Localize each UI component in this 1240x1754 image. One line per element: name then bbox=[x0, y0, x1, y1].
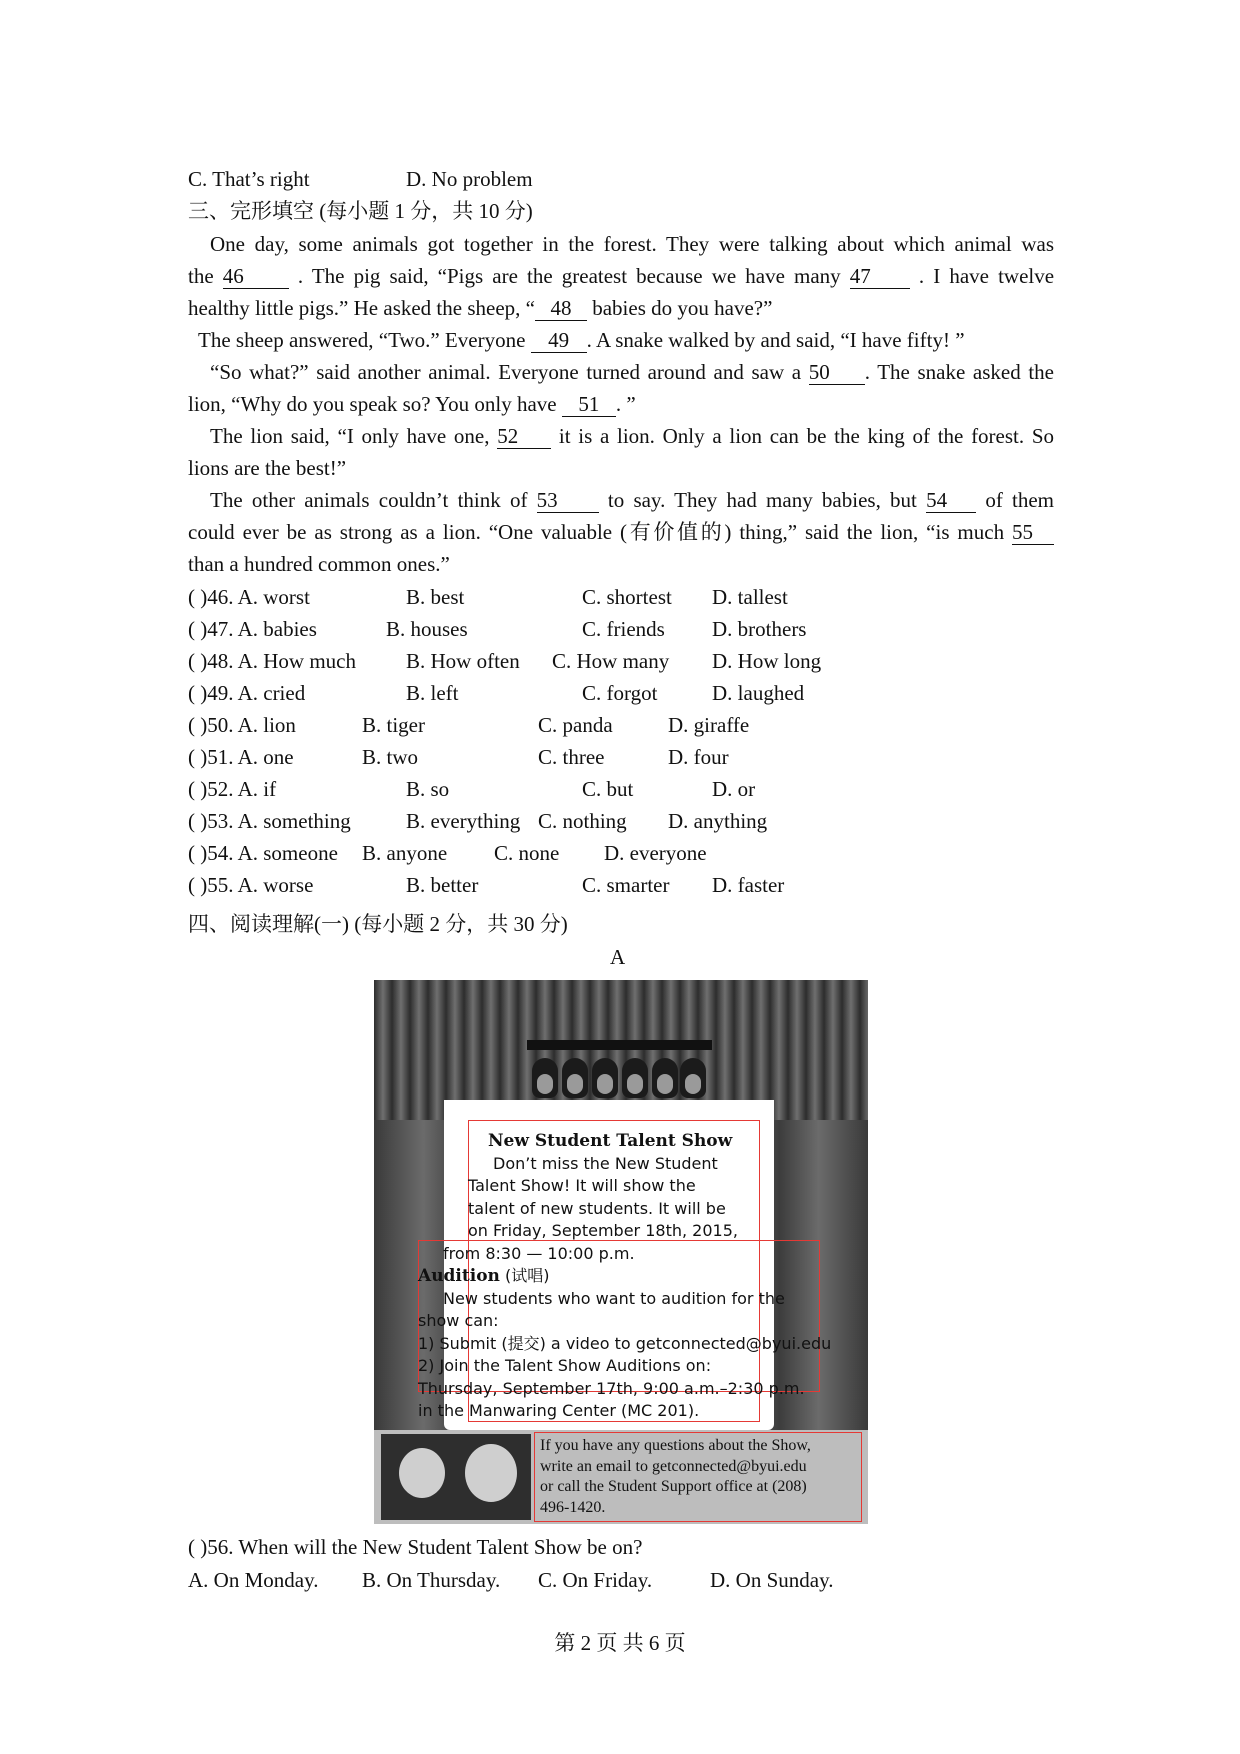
question-53-option-a[interactable]: ( )53. A. something bbox=[188, 809, 351, 833]
poster-body-line: Talent Show! It will show the bbox=[468, 1176, 696, 1195]
q56-option-b[interactable]: B. On Thursday. bbox=[362, 1568, 501, 1592]
passage-text: . The snake asked the bbox=[864, 360, 1054, 384]
passage-text: healthy little pigs.” He asked the sheep, “ bbox=[188, 296, 535, 320]
question-47-option-b[interactable]: B. houses bbox=[386, 617, 468, 641]
blank-51[interactable]: 51 bbox=[562, 392, 616, 417]
question-50-option-b[interactable]: B. tiger bbox=[362, 713, 425, 737]
talent-show-poster bbox=[374, 980, 868, 1524]
poster-body-line: talent of new students. It will be bbox=[468, 1198, 726, 1218]
page-number: 第 2 页 共 6 页 bbox=[554, 1631, 686, 1655]
poster-notice bbox=[418, 1130, 848, 1423]
spotlight-icon bbox=[652, 1058, 678, 1098]
question-46-option-a[interactable]: ( )46. A. worst bbox=[188, 585, 310, 609]
passage-text: babies do you have?” bbox=[586, 296, 773, 320]
muppet-characters-image bbox=[381, 1434, 531, 1520]
blank-47[interactable]: 47 bbox=[850, 264, 910, 289]
poster-contact bbox=[540, 1436, 858, 1518]
question-54-option-c[interactable]: C. none bbox=[494, 841, 560, 865]
passage-text: . ” bbox=[615, 392, 636, 416]
passage-text: lion, “Why do you speak so? You only have bbox=[188, 392, 557, 416]
poster-footer bbox=[374, 1430, 868, 1524]
audition-line: 2) Join the Talent Show Auditions on: bbox=[418, 1356, 712, 1375]
q56-option-a[interactable]: A. On Monday. bbox=[188, 1568, 319, 1592]
contact-line: or call the Student Support office at (208) bbox=[540, 1478, 807, 1495]
audition-heading bbox=[418, 1265, 848, 1288]
question-47-option-c[interactable]: C. friends bbox=[582, 617, 665, 641]
audition-line: New students who want to audition for the bbox=[443, 1288, 785, 1308]
passage-text: . The pig said, “Pigs are the greatest because we have many bbox=[297, 264, 841, 288]
question-46-option-b[interactable]: B. best bbox=[406, 585, 465, 609]
passage-line-5 bbox=[210, 357, 1054, 387]
blank-49[interactable]: 49 bbox=[531, 328, 587, 353]
question-47-option-a[interactable]: ( )47. A. babies bbox=[188, 617, 317, 641]
blank-52[interactable]: 52 bbox=[497, 424, 551, 449]
passage-text: to say. They had many babies, but bbox=[607, 488, 917, 512]
passage-text: The lion said, “I only have one, bbox=[210, 424, 490, 448]
spotlight-icon bbox=[592, 1058, 618, 1098]
passage-text: of them bbox=[985, 488, 1055, 512]
question-48-option-a[interactable]: ( )48. A. How much bbox=[188, 649, 356, 673]
light-rig-icon bbox=[527, 1040, 712, 1050]
poster-heading: New Student Talent Show bbox=[488, 1131, 733, 1151]
question-55-option-b[interactable]: B. better bbox=[406, 873, 479, 897]
question-52-option-c[interactable]: C. but bbox=[582, 777, 634, 801]
question-49-option-a[interactable]: ( )49. A. cried bbox=[188, 681, 306, 705]
passage-line-6 bbox=[188, 389, 1054, 419]
question-55-option-a[interactable]: ( )55. A. worse bbox=[188, 873, 314, 897]
question-46-option-c[interactable]: C. shortest bbox=[582, 585, 672, 609]
passage-line-3 bbox=[188, 293, 1054, 323]
question-55-option-d[interactable]: D. faster bbox=[712, 873, 785, 897]
audition-note: (试唱) bbox=[505, 1266, 550, 1285]
question-54-option-a[interactable]: ( )54. A. someone bbox=[188, 841, 338, 865]
question-50-option-d[interactable]: D. giraffe bbox=[668, 713, 750, 737]
passage-text: The other animals couldn’t think of bbox=[210, 488, 528, 512]
question-51-option-c[interactable]: C. three bbox=[538, 745, 605, 769]
question-54-option-d[interactable]: D. everyone bbox=[604, 841, 707, 865]
passage-line-4 bbox=[198, 325, 1064, 355]
passage-line-7 bbox=[210, 421, 1054, 451]
passage-text: the bbox=[188, 264, 214, 288]
passage-text: it is a lion. Only a lion can be the king of the forest. So bbox=[551, 424, 1055, 448]
question-52-option-a[interactable]: ( )52. A. if bbox=[188, 777, 277, 801]
question-53-option-c[interactable]: C. nothing bbox=[538, 809, 627, 833]
blank-46[interactable]: 46 bbox=[223, 264, 289, 289]
poster-body-line: from 8:30 — 10:00 p.m. bbox=[443, 1243, 635, 1263]
question-49-option-c[interactable]: C. forgot bbox=[582, 681, 658, 705]
passage-text: . I have twelve bbox=[918, 264, 1055, 288]
poster-body-line: on Friday, September 18th, 2015, bbox=[468, 1221, 738, 1240]
section-4-title: 四、阅读理解(一) (每小题 2 分，共 30 分) bbox=[188, 912, 568, 936]
question-53-option-d[interactable]: D. anything bbox=[668, 809, 768, 833]
question-51-option-d[interactable]: D. four bbox=[668, 745, 729, 769]
question-49-option-b[interactable]: B. left bbox=[406, 681, 459, 705]
face-icon bbox=[399, 1448, 445, 1498]
question-55-option-c[interactable]: C. smarter bbox=[582, 873, 670, 897]
question-50-option-a[interactable]: ( )50. A. lion bbox=[188, 713, 296, 737]
question-56-stem: ( )56. When will the New Student Talent Show be on? bbox=[188, 1535, 643, 1559]
passage-text: The sheep answered, “Two.” Everyone bbox=[198, 328, 526, 352]
audition-line: 1) Submit (提交) a video to getconnected@byui.edu bbox=[418, 1333, 832, 1353]
contact-line: If you have any questions about the Show, bbox=[540, 1437, 811, 1454]
passage-line-8: lions are the best!” bbox=[188, 456, 347, 480]
spotlight-icon bbox=[680, 1058, 706, 1098]
passage-line-2 bbox=[188, 261, 1054, 291]
question-46-option-d[interactable]: D. tallest bbox=[712, 585, 788, 609]
passage-text: . A snake walked by and said, “I have fifty! ” bbox=[586, 328, 965, 352]
audition-title: Audition bbox=[418, 1266, 500, 1286]
curtain-valance bbox=[374, 980, 868, 1120]
passage-text: “So what?” said another animal. Everyone turned around and saw a bbox=[210, 360, 802, 384]
blank-48[interactable]: 48 bbox=[535, 296, 587, 321]
passage-text: could ever be as strong as a lion. “One valuable (有价值的) thing,” said the lion, “is much bbox=[188, 520, 1005, 544]
passage-line-1: One day, some animals got together in the forest. They were talking about which animal was bbox=[210, 232, 1054, 256]
question-47-option-d[interactable]: D. brothers bbox=[712, 617, 807, 641]
spotlight-icon bbox=[622, 1058, 648, 1098]
blank-54[interactable]: 54 bbox=[926, 488, 976, 513]
question-48-option-d[interactable]: D. How long bbox=[712, 649, 822, 673]
spotlight-icon bbox=[562, 1058, 588, 1098]
question-49-option-d[interactable]: D. laughed bbox=[712, 681, 805, 705]
section-3-title: 三、完形填空 (每小题 1 分，共 10 分) bbox=[188, 199, 533, 223]
blank-53[interactable]: 53 bbox=[537, 488, 599, 513]
passage-label: A bbox=[610, 945, 626, 969]
face-icon bbox=[465, 1444, 517, 1502]
q56-option-c[interactable]: C. On Friday. bbox=[538, 1568, 653, 1592]
audition-line: in the Manwaring Center (MC 201). bbox=[418, 1401, 700, 1420]
spotlight-icon bbox=[532, 1058, 558, 1098]
question-51-option-a[interactable]: ( )51. A. one bbox=[188, 745, 294, 769]
poster-body-line: Don’t miss the New Student bbox=[493, 1153, 718, 1173]
passage-line-11: than a hundred common ones.” bbox=[188, 552, 450, 576]
question-48-option-b[interactable]: B. How often bbox=[406, 649, 520, 673]
audition-line: Thursday, September 17th, 9:00 a.m.–2:30 p.m. bbox=[418, 1378, 805, 1398]
contact-line: write an email to getconnected@byui.edu bbox=[540, 1457, 807, 1475]
question-53-option-b[interactable]: B. everything bbox=[406, 809, 521, 833]
question-50-option-c[interactable]: C. panda bbox=[538, 713, 613, 737]
prev-option-c: C. That’s right bbox=[188, 167, 310, 191]
blank-50[interactable]: 50 bbox=[809, 360, 865, 385]
blank-55[interactable]: 55 bbox=[1012, 520, 1054, 545]
prev-option-d: D. No problem bbox=[406, 167, 533, 191]
question-51-option-b[interactable]: B. two bbox=[362, 745, 419, 769]
contact-line: 496-1420. bbox=[540, 1498, 606, 1516]
question-52-option-b[interactable]: B. so bbox=[406, 777, 450, 801]
q56-option-d[interactable]: D. On Sunday. bbox=[710, 1568, 834, 1592]
question-48-option-c[interactable]: C. How many bbox=[552, 649, 670, 673]
passage-line-10 bbox=[188, 517, 1054, 547]
question-52-option-d[interactable]: D. or bbox=[712, 777, 756, 801]
audition-line: show can: bbox=[418, 1311, 499, 1330]
passage-line-9 bbox=[210, 485, 1054, 515]
question-54-option-b[interactable]: B. anyone bbox=[362, 841, 448, 865]
